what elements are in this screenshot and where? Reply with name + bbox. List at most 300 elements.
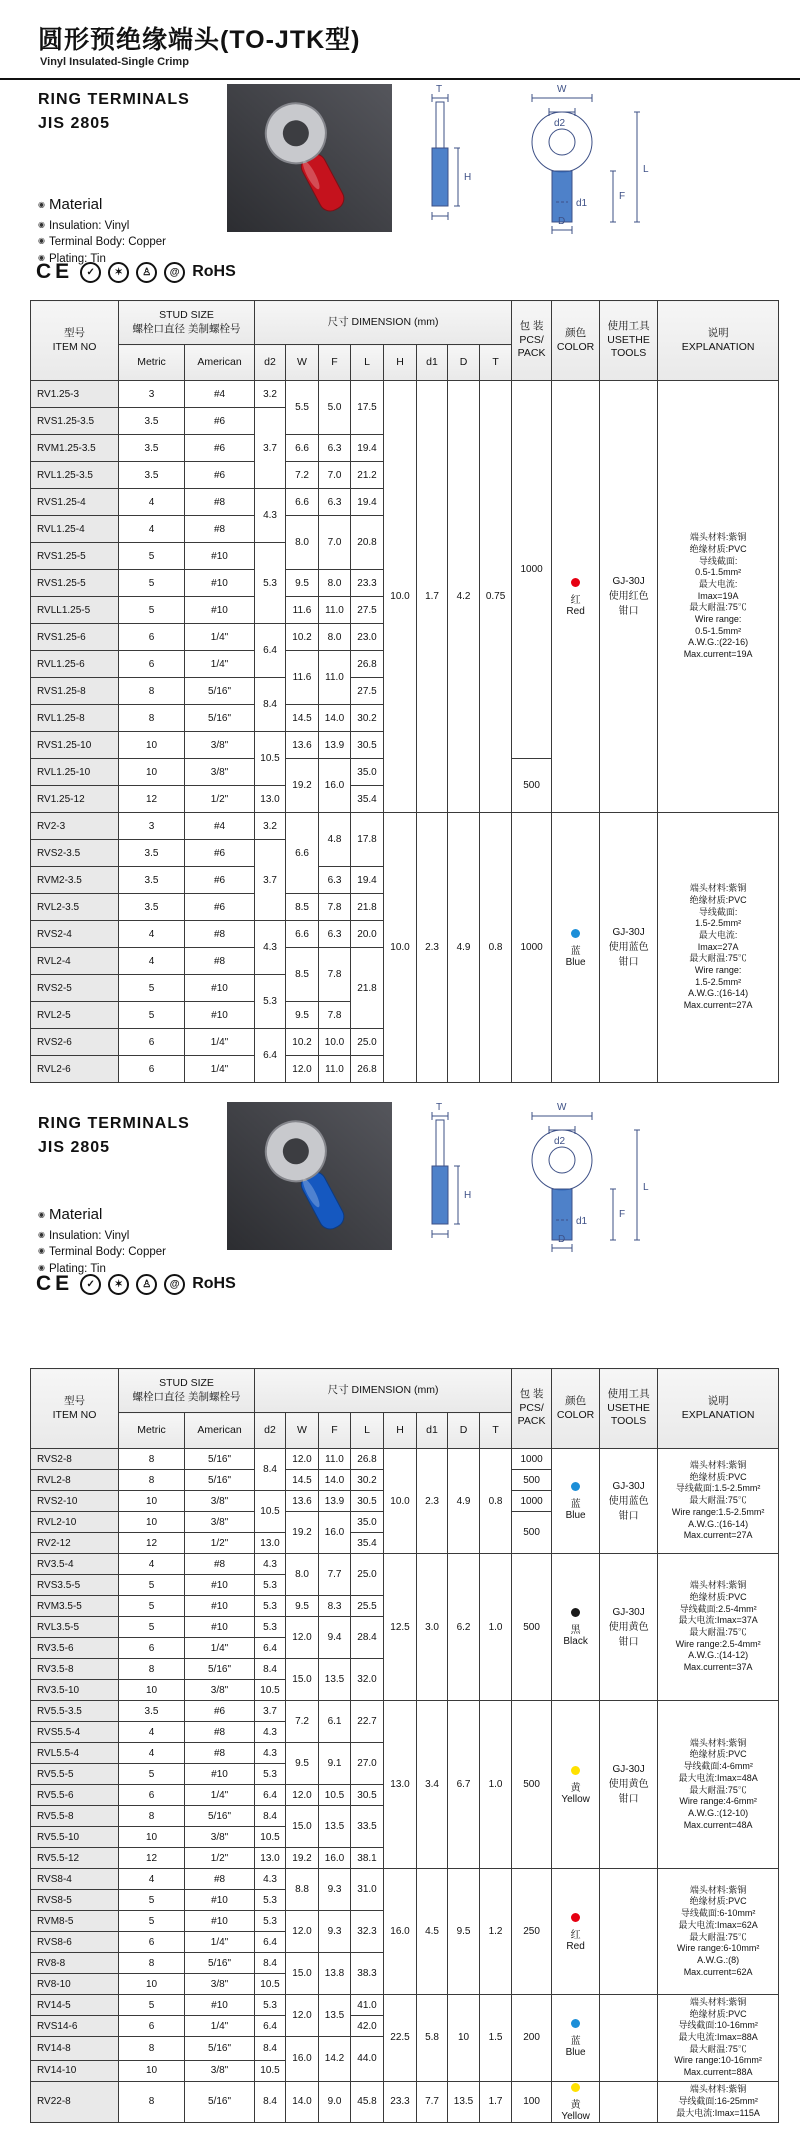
value-cell: 38.3 <box>351 1953 384 1995</box>
dim-label-H: H <box>464 1190 472 1201</box>
value-cell: #4 <box>185 381 255 408</box>
value-cell: 5 <box>119 570 185 597</box>
value-cell: 3.7 <box>255 840 286 921</box>
value-cell: 13.9 <box>319 732 351 759</box>
value-cell: 31.0 <box>351 1869 384 1911</box>
header-cell: Metric <box>119 345 185 381</box>
value-cell: 6 <box>119 651 185 678</box>
value-cell: 13.0 <box>255 1848 286 1869</box>
divider <box>0 78 800 80</box>
value-cell: 5 <box>119 1002 185 1029</box>
value-cell: 0.8 <box>480 1449 512 1554</box>
value-cell: 4 <box>119 948 185 975</box>
value-cell: 4.3 <box>255 1869 286 1890</box>
header-cell: D <box>448 1413 480 1449</box>
dim-label-W: W <box>557 1102 567 1113</box>
value-cell: #10 <box>185 975 255 1002</box>
value-cell: 20.0 <box>351 921 384 948</box>
value-cell: 4 <box>119 516 185 543</box>
header-cell: F <box>319 345 351 381</box>
value-cell: 19.2 <box>286 759 319 813</box>
value-cell: #6 <box>185 408 255 435</box>
value-cell: 10.2 <box>286 1029 319 1056</box>
value-cell: 3.7 <box>255 1701 286 1722</box>
value-cell: 1/2" <box>185 786 255 813</box>
value-cell: #10 <box>185 1617 255 1638</box>
value-cell: 27.5 <box>351 678 384 705</box>
item-no: RV1.25-12 <box>31 786 119 813</box>
value-cell: 9.5 <box>286 1743 319 1785</box>
value-cell: 8.4 <box>255 1953 286 1974</box>
col-dimension: 尺寸 DIMENSION (mm) <box>255 1369 512 1413</box>
value-cell: 100 <box>512 2081 552 2122</box>
header-cell: d1 <box>417 345 448 381</box>
value-cell: 14.0 <box>286 2081 319 2122</box>
value-cell: 16.0 <box>319 1848 351 1869</box>
value-cell: #6 <box>185 840 255 867</box>
section1-heading-line2: JIS 2805 <box>38 115 111 132</box>
bullet-icon: ◉ <box>38 1263 45 1273</box>
value-cell: 4 <box>119 489 185 516</box>
value-cell: 3 <box>119 381 185 408</box>
item-no: RVL1.25-6 <box>31 651 119 678</box>
value-cell: 12.0 <box>286 1617 319 1659</box>
color-dot-icon <box>571 1913 580 1922</box>
section2-heading <box>38 1112 190 1160</box>
value-cell: 12.0 <box>286 1995 319 2037</box>
value-cell: 8.3 <box>319 1596 351 1617</box>
value-cell: #8 <box>185 1869 255 1890</box>
value-cell: 21.2 <box>351 462 384 489</box>
value-cell: 10.5 <box>255 1491 286 1533</box>
value-cell: 10.0 <box>319 1029 351 1056</box>
item-no: RVS2-10 <box>31 1491 119 1512</box>
value-cell: 5 <box>119 1596 185 1617</box>
value-cell: 21.8 <box>351 894 384 921</box>
value-cell: 11.0 <box>319 1449 351 1470</box>
value-cell: 27.0 <box>351 1743 384 1785</box>
explanation-cell: 端头材料:紫铜 绝缘材质:PVC 导线截面: 1.5-2.5mm² 最大电流: Imax=27A 最大耐温:75℃ Wire range: 1.5-2.5mm² A.W.G.:(16-14) Max.current=27A <box>658 813 779 1083</box>
value-cell: 4 <box>119 1554 185 1575</box>
item-no: RVS8-4 <box>31 1869 119 1890</box>
value-cell: 5.3 <box>255 1764 286 1785</box>
color-dot-icon <box>571 1482 580 1491</box>
value-cell: 5/16" <box>185 1449 255 1470</box>
item-no: RVM8-5 <box>31 1911 119 1932</box>
value-cell: 35.0 <box>351 1512 384 1533</box>
color-dot-icon <box>571 1766 580 1775</box>
item-no: RV8-8 <box>31 1953 119 1974</box>
value-cell: 44.0 <box>351 2037 384 2082</box>
value-cell: 30.2 <box>351 705 384 732</box>
value-cell: 4 <box>119 921 185 948</box>
bullet-icon: ◉ <box>38 236 45 246</box>
value-cell: 13.6 <box>286 732 319 759</box>
rohs-label: RoHS <box>192 1275 236 1292</box>
value-cell: 6.4 <box>255 2016 286 2037</box>
color-dot-icon <box>571 2083 580 2092</box>
item-no: RV5.5-12 <box>31 1848 119 1869</box>
color-cell: 蓝 Blue <box>552 1995 600 2082</box>
cert-circle-icon-2: ✶ <box>108 1274 129 1295</box>
item-no: RVL2-4 <box>31 948 119 975</box>
value-cell: 10.5 <box>255 1974 286 1995</box>
value-cell: 6 <box>119 1029 185 1056</box>
header-cell: H <box>384 1413 417 1449</box>
value-cell: #6 <box>185 894 255 921</box>
value-cell: 3.5 <box>119 1701 185 1722</box>
col-item-no: 型号 ITEM NO <box>31 301 119 381</box>
value-cell: 5/16" <box>185 1470 255 1491</box>
value-cell: 3/8" <box>185 759 255 786</box>
value-cell: 10.0 <box>384 1449 417 1554</box>
material-item: ◉ Terminal Body: Copper <box>38 1246 166 1259</box>
value-cell: 3.5 <box>119 408 185 435</box>
col-pack: 包 装 PCS/ PACK <box>512 301 552 381</box>
cert-circle-icon-1: ✓ <box>80 1274 101 1295</box>
explanation-cell: 端头材料:紫铜 绝缘材质:PVC 导线截面:2.5-4mm² 最大电流:Imax=37A 最大耐温:75℃ Wire range:2.5-4mm² A.W.G.:(14-12) Max.current=37A <box>658 1554 779 1701</box>
value-cell: 10 <box>119 1491 185 1512</box>
cert-circle-icon-4: @ <box>164 262 185 283</box>
item-no: RV8-10 <box>31 1974 119 1995</box>
cert-circle-icon-1: ✓ <box>80 262 101 283</box>
value-cell: 30.5 <box>351 1785 384 1806</box>
value-cell: 10 <box>448 1995 480 2082</box>
value-cell: 13.9 <box>319 1491 351 1512</box>
value-cell: 42.0 <box>351 2016 384 2037</box>
value-cell: 10.2 <box>286 624 319 651</box>
item-no: RVS1.25-5 <box>31 543 119 570</box>
value-cell: 5.3 <box>255 1890 286 1911</box>
value-cell: 5 <box>119 597 185 624</box>
value-cell: 1000 <box>512 1449 552 1470</box>
item-no: RVL3.5-5 <box>31 1617 119 1638</box>
value-cell: 7.8 <box>319 894 351 921</box>
header-cell: American <box>185 1413 255 1449</box>
dimension-drawing <box>402 84 784 238</box>
value-cell: 8.5 <box>286 894 319 921</box>
value-cell: 9.5 <box>448 1869 480 1995</box>
item-no: RVS2-3.5 <box>31 840 119 867</box>
item-no: RVL2-8 <box>31 1470 119 1491</box>
bullet-icon: ◉ <box>38 253 45 263</box>
item-no: RV3.5-4 <box>31 1554 119 1575</box>
item-no: RVS5.5-4 <box>31 1722 119 1743</box>
value-cell: 6 <box>119 624 185 651</box>
item-no: RVL1.25-4 <box>31 516 119 543</box>
col-tools: 使用工具 USETHE TOOLS <box>600 301 658 381</box>
value-cell: #8 <box>185 921 255 948</box>
value-cell: 15.0 <box>286 1659 319 1701</box>
value-cell: 3.4 <box>417 1701 448 1869</box>
color-cell: 黄 Yellow <box>552 2081 600 2122</box>
item-no: RVL1.25-10 <box>31 759 119 786</box>
value-cell: 3/8" <box>185 2060 255 2081</box>
value-cell: 16.0 <box>384 1869 417 1995</box>
value-cell: 8 <box>119 1953 185 1974</box>
value-cell: 1/4" <box>185 624 255 651</box>
col-dimension: 尺寸 DIMENSION (mm) <box>255 301 512 345</box>
header-cell: W <box>286 1413 319 1449</box>
explanation-cell: 端头材料:紫铜 绝缘材质:PVC 导线截面: 0.5-1.5mm² 最大电流: Imax=19A 最大耐温:75℃ Wire range: 0.5-1.5mm² A.W.G.:(22-16) Max.current=19A <box>658 381 779 813</box>
value-cell: 5/16" <box>185 2037 255 2061</box>
value-cell: 12.0 <box>286 1449 319 1470</box>
value-cell: 7.2 <box>286 462 319 489</box>
header-cell: L <box>351 345 384 381</box>
value-cell: 30.5 <box>351 732 384 759</box>
value-cell: 10 <box>119 2060 185 2081</box>
section1-heading <box>38 88 190 136</box>
item-no: RVS2-6 <box>31 1029 119 1056</box>
value-cell: #8 <box>185 1743 255 1764</box>
value-cell: 4 <box>119 1743 185 1764</box>
color-dot-icon <box>571 1608 580 1617</box>
dim-label-H: H <box>464 172 472 183</box>
value-cell: 10 <box>119 732 185 759</box>
value-cell: 14.0 <box>319 705 351 732</box>
value-cell: 8.4 <box>255 1449 286 1491</box>
color-dot-icon <box>571 929 580 938</box>
value-cell: 500 <box>512 759 552 813</box>
value-cell: 6.6 <box>286 813 319 894</box>
value-cell: 12.0 <box>286 1056 319 1083</box>
value-cell: #10 <box>185 1911 255 1932</box>
value-cell: 13.5 <box>319 1806 351 1848</box>
value-cell: 8.4 <box>255 2081 286 2122</box>
value-cell: #4 <box>185 813 255 840</box>
value-cell: 8.4 <box>255 678 286 732</box>
value-cell: 3.0 <box>417 1554 448 1701</box>
value-cell: 6.4 <box>255 1638 286 1659</box>
header-cell: F <box>319 1413 351 1449</box>
col-explanation: 说明 EXPLANATION <box>658 301 779 381</box>
value-cell: 10 <box>119 1974 185 1995</box>
value-cell: 13.0 <box>255 786 286 813</box>
dim-label-L: L <box>643 1182 649 1193</box>
item-no: RV22-8 <box>31 2081 119 2122</box>
value-cell: 8 <box>119 1470 185 1491</box>
value-cell: 9.0 <box>319 2081 351 2122</box>
item-no: RVM2-3.5 <box>31 867 119 894</box>
value-cell: #8 <box>185 1554 255 1575</box>
value-cell: 4.2 <box>448 381 480 813</box>
value-cell: 1/4" <box>185 1785 255 1806</box>
value-cell: 10.0 <box>384 381 417 813</box>
value-cell: 10.5 <box>255 1680 286 1701</box>
value-cell: 16.0 <box>319 759 351 813</box>
value-cell: 6 <box>119 1056 185 1083</box>
value-cell: 13.6 <box>286 1491 319 1512</box>
value-cell: 5 <box>119 1890 185 1911</box>
value-cell: 32.0 <box>351 1659 384 1701</box>
value-cell: 25.5 <box>351 1596 384 1617</box>
value-cell: 3/8" <box>185 1827 255 1848</box>
value-cell: 8.4 <box>255 1659 286 1680</box>
item-no: RVM1.25-3.5 <box>31 435 119 462</box>
explanation-cell: 端头材料:紫铜 导线截面:16-25mm² 最大电流:Imax=115A <box>658 2081 779 2122</box>
value-cell: 5/16" <box>185 1953 255 1974</box>
col-pack: 包 装 PCS/ PACK <box>512 1369 552 1449</box>
value-cell: 11.0 <box>319 651 351 705</box>
value-cell: 8 <box>119 1449 185 1470</box>
col-tools: 使用工具 USETHE TOOLS <box>600 1369 658 1449</box>
value-cell: #10 <box>185 570 255 597</box>
value-cell: 21.8 <box>351 948 384 1029</box>
item-no: RV5.5-10 <box>31 1827 119 1848</box>
tools-cell <box>600 1869 658 1995</box>
value-cell: 6 <box>119 1785 185 1806</box>
value-cell: 1.0 <box>480 1701 512 1869</box>
value-cell: 14.5 <box>286 1470 319 1491</box>
value-cell: 7.8 <box>319 948 351 1002</box>
value-cell: 13.8 <box>319 1953 351 1995</box>
value-cell: 15.0 <box>286 1953 319 1995</box>
value-cell: 14.5 <box>286 705 319 732</box>
value-cell: 3.5 <box>119 462 185 489</box>
value-cell: 0.8 <box>480 813 512 1083</box>
value-cell: 6.3 <box>319 867 351 894</box>
col-stud-size: STUD SIZE 螺栓口直径 美制螺栓号 <box>119 301 255 345</box>
item-no: RV1.25-3 <box>31 381 119 408</box>
value-cell: 8.0 <box>286 1554 319 1596</box>
header-cell: T <box>480 345 512 381</box>
header-cell: d2 <box>255 345 286 381</box>
value-cell: 3.7 <box>255 408 286 489</box>
value-cell: #8 <box>185 516 255 543</box>
value-cell: #8 <box>185 1722 255 1743</box>
value-cell: 1.2 <box>480 1869 512 1995</box>
dim-label-D: D <box>558 1234 566 1245</box>
value-cell: 4.3 <box>255 489 286 543</box>
value-cell: 4 <box>119 1869 185 1890</box>
value-cell: 14.2 <box>319 2037 351 2082</box>
value-cell: 11.0 <box>319 1056 351 1083</box>
value-cell: 28.4 <box>351 1617 384 1659</box>
value-cell: 6.6 <box>286 921 319 948</box>
value-cell: 5 <box>119 1764 185 1785</box>
color-cell: 红 Red <box>552 381 600 813</box>
value-cell: 22.7 <box>351 1701 384 1743</box>
dim-label-T: T <box>436 84 443 95</box>
item-no: RVL1.25-8 <box>31 705 119 732</box>
value-cell: 500 <box>512 1470 552 1491</box>
value-cell: 9.4 <box>319 1617 351 1659</box>
value-cell: 32.3 <box>351 1911 384 1953</box>
item-no: RV2-3 <box>31 813 119 840</box>
value-cell: #10 <box>185 597 255 624</box>
value-cell: 45.8 <box>351 2081 384 2122</box>
rohs-label: RoHS <box>192 263 236 280</box>
value-cell: 6.4 <box>255 1785 286 1806</box>
value-cell: 3.5 <box>119 840 185 867</box>
dim-label-d2: d2 <box>554 118 566 129</box>
value-cell: 1/2" <box>185 1848 255 1869</box>
section1-material-list <box>38 194 166 268</box>
bullet-icon: ◉ <box>38 1210 45 1219</box>
value-cell: 41.0 <box>351 1995 384 2016</box>
value-cell: #10 <box>185 1764 255 1785</box>
section1-heading-line1: RING TERMINALS <box>38 91 190 108</box>
header-cell: D <box>448 345 480 381</box>
value-cell: #10 <box>185 1002 255 1029</box>
value-cell: 20.8 <box>351 516 384 570</box>
value-cell: #10 <box>185 1575 255 1596</box>
item-no: RVM3.5-5 <box>31 1596 119 1617</box>
item-no: RVS3.5-5 <box>31 1575 119 1596</box>
header-cell: W <box>286 345 319 381</box>
col-explanation: 说明 EXPLANATION <box>658 1369 779 1449</box>
value-cell: 23.3 <box>351 570 384 597</box>
value-cell: 17.8 <box>351 813 384 867</box>
value-cell: 5/16" <box>185 705 255 732</box>
item-no: RV5.5-5 <box>31 1764 119 1785</box>
value-cell: 1000 <box>512 1491 552 1512</box>
value-cell: 9.1 <box>319 1743 351 1785</box>
value-cell: 10.5 <box>255 2060 286 2081</box>
color-cell: 红 Red <box>552 1869 600 1995</box>
item-no: RVS2-5 <box>31 975 119 1002</box>
value-cell: 25.0 <box>351 1554 384 1596</box>
value-cell: 5.0 <box>319 381 351 435</box>
item-no: RVLL1.25-5 <box>31 597 119 624</box>
dimension-drawing <box>402 1102 784 1256</box>
value-cell: 1/4" <box>185 1056 255 1083</box>
value-cell: 1.0 <box>480 1554 512 1701</box>
value-cell: 10 <box>119 1680 185 1701</box>
bullet-icon: ◉ <box>38 219 45 229</box>
value-cell: 4.3 <box>255 1554 286 1575</box>
value-cell: 3.5 <box>119 435 185 462</box>
header-cell: L <box>351 1413 384 1449</box>
spec-table-1-wrap <box>30 300 779 1083</box>
value-cell: 10.5 <box>255 732 286 786</box>
value-cell: 4.3 <box>255 1743 286 1764</box>
value-cell: 12.0 <box>286 1785 319 1806</box>
value-cell: 8.0 <box>286 516 319 570</box>
value-cell: 5.3 <box>255 1617 286 1638</box>
spec-table-2 <box>30 1368 779 2123</box>
value-cell: 13.0 <box>384 1701 417 1869</box>
value-cell: 8.0 <box>319 570 351 597</box>
value-cell: 5 <box>119 1995 185 2016</box>
value-cell: 3.2 <box>255 813 286 840</box>
value-cell: 5.3 <box>255 543 286 624</box>
value-cell: 12.0 <box>286 1911 319 1953</box>
value-cell: 5 <box>119 1575 185 1596</box>
tools-cell: GJ-30J 使用黄色 钳口 <box>600 1701 658 1869</box>
value-cell: 5 <box>119 975 185 1002</box>
cert-circle-icon-4: @ <box>164 1274 185 1295</box>
value-cell: 10 <box>119 759 185 786</box>
value-cell: 6.4 <box>255 1932 286 1953</box>
value-cell: 35.4 <box>351 1533 384 1554</box>
value-cell: 7.8 <box>319 1002 351 1029</box>
product-photo-red-terminal <box>227 84 392 232</box>
header-cell: d1 <box>417 1413 448 1449</box>
value-cell: 8 <box>119 1659 185 1680</box>
value-cell: 1/2" <box>185 1533 255 1554</box>
header-cell: d2 <box>255 1413 286 1449</box>
color-cell: 蓝 Blue <box>552 813 600 1083</box>
dim-label-d2: d2 <box>554 1136 566 1147</box>
color-cell: 蓝 Blue <box>552 1449 600 1554</box>
item-no: RV5.5-8 <box>31 1806 119 1827</box>
value-cell: 8 <box>119 2037 185 2061</box>
explanation-cell: 端头材料:紫铜 绝缘材质:PVC 导线截面:4-6mm² 最大电流:Imax=48A 最大耐温:75℃ Wire range:4-6mm² A.W.G.:(12-10) Max.current=48A <box>658 1701 779 1869</box>
value-cell: 38.1 <box>351 1848 384 1869</box>
value-cell: 16.0 <box>286 2037 319 2082</box>
value-cell: 26.8 <box>351 1449 384 1470</box>
